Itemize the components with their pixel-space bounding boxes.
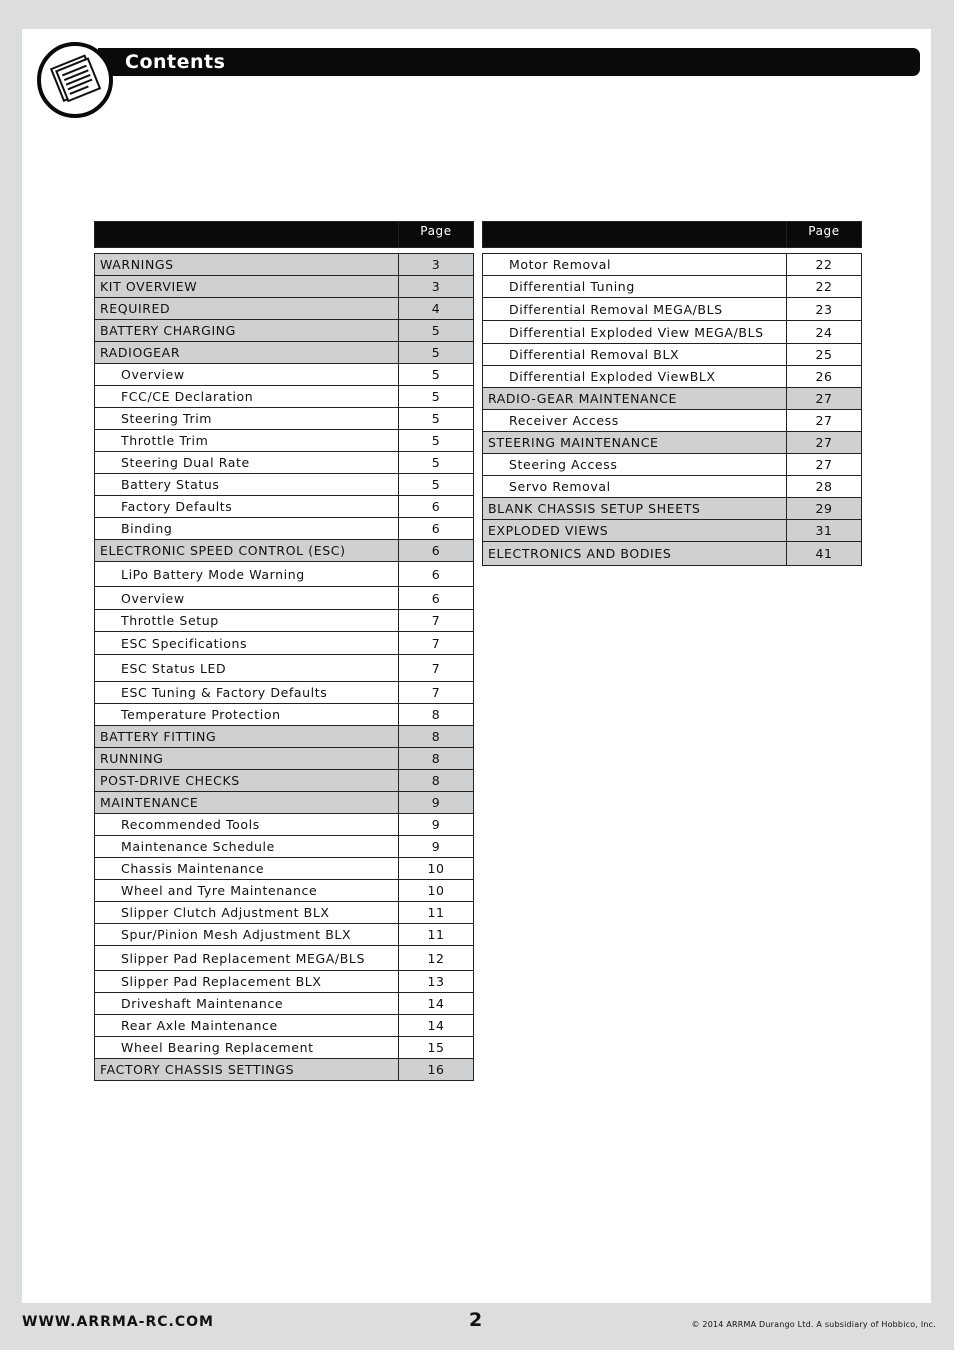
toc-entry-page: 26 <box>787 366 862 388</box>
toc-entry-page: 5 <box>399 320 474 342</box>
toc-entry-title: Overview <box>95 587 399 610</box>
toc-subsection-row[interactable] <box>95 704 474 726</box>
toc-entry-title: Spur/Pinion Mesh Adjustment BLX <box>95 924 399 946</box>
toc-entry-page: 6 <box>399 540 474 562</box>
toc-header-row <box>95 222 474 248</box>
toc-entry-page: 8 <box>399 726 474 748</box>
toc-section-row[interactable] <box>95 298 474 320</box>
toc-entry-title: Overview <box>95 364 399 386</box>
toc-subsection-row[interactable] <box>95 452 474 474</box>
toc-entry-title: ELECTRONIC SPEED CONTROL (ESC) <box>95 540 399 562</box>
toc-subsection-row[interactable] <box>95 971 474 993</box>
toc-entry-page: 29 <box>787 498 862 520</box>
toc-entry-page: 5 <box>399 342 474 364</box>
toc-entry-title: Servo Removal <box>483 476 787 498</box>
toc-subsection-row[interactable] <box>95 880 474 902</box>
toc-entry-page: 5 <box>399 364 474 386</box>
toc-entry-title: ELECTRONICS AND BODIES <box>483 542 787 566</box>
toc-entry-page: 23 <box>787 298 862 321</box>
toc-entry-title: Differential Exploded ViewBLX <box>483 366 787 388</box>
toc-subsection-row[interactable] <box>95 993 474 1015</box>
toc-entry-title: Factory Defaults <box>95 496 399 518</box>
toc-entry-page: 8 <box>399 748 474 770</box>
toc-entry-title: ESC Status LED <box>95 655 399 682</box>
toc-entry-page: 15 <box>399 1037 474 1059</box>
toc-subsection-row[interactable] <box>95 946 474 971</box>
toc-entry-page: 11 <box>399 902 474 924</box>
toc-subsection-row[interactable] <box>483 454 862 476</box>
toc-entry-page: 6 <box>399 562 474 587</box>
toc-section-row[interactable] <box>95 770 474 792</box>
footer-copyright: © 2014 ARRMA Durango Ltd. A subsidiary of Hobbico, Inc. <box>691 1320 936 1329</box>
toc-entry-title: Steering Access <box>483 454 787 476</box>
toc-entry-title: REQUIRED <box>95 298 399 320</box>
toc-entry-title: KIT OVERVIEW <box>95 276 399 298</box>
toc-table-left <box>94 221 474 1081</box>
toc-entry-title: Steering Dual Rate <box>95 452 399 474</box>
toc-section-row[interactable] <box>483 498 862 520</box>
toc-subsection-row[interactable] <box>95 632 474 655</box>
toc-entry-page: 27 <box>787 454 862 476</box>
toc-entry-title: MAINTENANCE <box>95 792 399 814</box>
toc-entry-title: ESC Tuning & Factory Defaults <box>95 682 399 704</box>
toc-entry-page: 5 <box>399 430 474 452</box>
toc-entry-title: Maintenance Schedule <box>95 836 399 858</box>
toc-entry-title: LiPo Battery Mode Warning <box>95 562 399 587</box>
toc-entry-title: Binding <box>95 518 399 540</box>
toc-subsection-row[interactable] <box>95 496 474 518</box>
toc-subsection-row[interactable] <box>483 298 862 321</box>
toc-subsection-row[interactable] <box>95 814 474 836</box>
toc-entry-page: 10 <box>399 880 474 902</box>
toc-section-row[interactable] <box>95 792 474 814</box>
toc-entry-title: Throttle Trim <box>95 430 399 452</box>
toc-entry-page: 22 <box>787 254 862 276</box>
toc-entry-page: 7 <box>399 682 474 704</box>
toc-header-title <box>95 222 399 248</box>
toc-entry-title: WARNINGS <box>95 254 399 276</box>
toc-entry-title: Differential Tuning <box>483 276 787 298</box>
toc-subsection-row[interactable] <box>95 408 474 430</box>
toc-subsection-row[interactable] <box>95 836 474 858</box>
toc-section-row[interactable] <box>95 276 474 298</box>
toc-subsection-row[interactable] <box>95 610 474 632</box>
page-title: Contents <box>125 51 226 73</box>
toc-entry-page: 27 <box>787 410 862 432</box>
toc-section-row[interactable] <box>95 320 474 342</box>
toc-entry-page: 5 <box>399 386 474 408</box>
toc-subsection-row[interactable] <box>483 321 862 344</box>
toc-entry-page: 14 <box>399 993 474 1015</box>
toc-header-page: Page <box>399 222 474 248</box>
toc-entry-title: EXPLODED VIEWS <box>483 520 787 542</box>
toc-entry-page: 14 <box>399 1015 474 1037</box>
toc-entry-title: Differential Removal BLX <box>483 344 787 366</box>
toc-entry-title: ESC Specifications <box>95 632 399 655</box>
toc-section-row[interactable] <box>95 254 474 276</box>
toc-entry-title: Driveshaft Maintenance <box>95 993 399 1015</box>
toc-section-row[interactable] <box>95 1059 474 1081</box>
toc-entry-page: 5 <box>399 452 474 474</box>
toc-entry-page: 16 <box>399 1059 474 1081</box>
toc-subsection-row[interactable] <box>483 476 862 498</box>
toc-subsection-row[interactable] <box>483 254 862 276</box>
toc-entry-page: 3 <box>399 254 474 276</box>
toc-entry-title: Slipper Pad Replacement BLX <box>95 971 399 993</box>
toc-entry-page: 24 <box>787 321 862 344</box>
toc-entry-title: RUNNING <box>95 748 399 770</box>
toc-section-row[interactable] <box>95 540 474 562</box>
toc-table-right <box>482 221 862 566</box>
toc-entry-page: 13 <box>399 971 474 993</box>
toc-entry-title: RADIOGEAR <box>95 342 399 364</box>
toc-entry-page: 5 <box>399 474 474 496</box>
toc-entry-page: 3 <box>399 276 474 298</box>
toc-entry-page: 10 <box>399 858 474 880</box>
toc-subsection-row[interactable] <box>95 364 474 386</box>
toc-entry-page: 9 <box>399 836 474 858</box>
toc-entry-page: 5 <box>399 408 474 430</box>
toc-entry-title: FCC/CE Declaration <box>95 386 399 408</box>
toc-entry-title: Temperature Protection <box>95 704 399 726</box>
toc-subsection-row[interactable] <box>95 858 474 880</box>
toc-entry-title: BATTERY CHARGING <box>95 320 399 342</box>
toc-subsection-row[interactable] <box>95 655 474 682</box>
toc-entry-page: 6 <box>399 518 474 540</box>
toc-subsection-row[interactable] <box>483 366 862 388</box>
toc-entry-page: 11 <box>399 924 474 946</box>
toc-entry-title: Slipper Clutch Adjustment BLX <box>95 902 399 924</box>
toc-subsection-row[interactable] <box>95 1037 474 1059</box>
toc-entry-page: 7 <box>399 655 474 682</box>
toc-entry-title: Wheel and Tyre Maintenance <box>95 880 399 902</box>
toc-header-row <box>483 222 862 248</box>
toc-section-row[interactable] <box>483 388 862 410</box>
toc-subsection-row[interactable] <box>95 386 474 408</box>
toc-subsection-row[interactable] <box>95 518 474 540</box>
footer-website[interactable]: WWW.ARRMA-RC.COM <box>22 1314 214 1330</box>
toc-entry-title: BLANK CHASSIS SETUP SHEETS <box>483 498 787 520</box>
toc-subsection-row[interactable] <box>483 276 862 298</box>
toc-entry-title: Differential Exploded View MEGA/BLS <box>483 321 787 344</box>
toc-entry-title: BATTERY FITTING <box>95 726 399 748</box>
toc-entry-page: 31 <box>787 520 862 542</box>
toc-entry-page: 12 <box>399 946 474 971</box>
toc-entry-page: 4 <box>399 298 474 320</box>
toc-entry-title: Throttle Setup <box>95 610 399 632</box>
toc-entry-page: 9 <box>399 814 474 836</box>
toc-entry-title: Motor Removal <box>483 254 787 276</box>
toc-entry-title: RADIO-GEAR MAINTENANCE <box>483 388 787 410</box>
toc-entry-page: 27 <box>787 432 862 454</box>
toc-entry-page: 6 <box>399 496 474 518</box>
toc-entry-title: Chassis Maintenance <box>95 858 399 880</box>
toc-entry-page: 22 <box>787 276 862 298</box>
toc-entry-page: 7 <box>399 632 474 655</box>
toc-entry-title: Wheel Bearing Replacement <box>95 1037 399 1059</box>
toc-entry-title: FACTORY CHASSIS SETTINGS <box>95 1059 399 1081</box>
toc-entry-title: Receiver Access <box>483 410 787 432</box>
toc-subsection-row[interactable] <box>483 344 862 366</box>
toc-entry-page: 27 <box>787 388 862 410</box>
toc-entry-page: 28 <box>787 476 862 498</box>
toc-section-row[interactable] <box>483 520 862 542</box>
toc-section-row[interactable] <box>483 432 862 454</box>
toc-entry-title: POST-DRIVE CHECKS <box>95 770 399 792</box>
toc-entry-title: Recommended Tools <box>95 814 399 836</box>
toc-section-row[interactable] <box>95 748 474 770</box>
toc-entry-page: 6 <box>399 587 474 610</box>
toc-subsection-row[interactable] <box>95 924 474 946</box>
toc-entry-title: Battery Status <box>95 474 399 496</box>
toc-entry-page: 8 <box>399 770 474 792</box>
toc-entry-title: Slipper Pad Replacement MEGA/BLS <box>95 946 399 971</box>
toc-subsection-row[interactable] <box>483 410 862 432</box>
toc-subsection-row[interactable] <box>95 682 474 704</box>
toc-section-row[interactable] <box>95 342 474 364</box>
toc-entry-title: Rear Axle Maintenance <box>95 1015 399 1037</box>
toc-section-row[interactable] <box>483 542 862 566</box>
toc-subsection-row[interactable] <box>95 430 474 452</box>
toc-entry-title: Steering Trim <box>95 408 399 430</box>
toc-entry-page: 7 <box>399 610 474 632</box>
toc-header-title <box>483 222 787 248</box>
page-number: 2 <box>469 1309 483 1331</box>
toc-subsection-row[interactable] <box>95 562 474 587</box>
toc-entry-title: Differential Removal MEGA/BLS <box>483 298 787 321</box>
toc-section-row[interactable] <box>95 726 474 748</box>
toc-header-page: Page <box>787 222 862 248</box>
toc-entry-title: STEERING MAINTENANCE <box>483 432 787 454</box>
toc-subsection-row[interactable] <box>95 902 474 924</box>
toc-subsection-row[interactable] <box>95 474 474 496</box>
toc-entry-page: 9 <box>399 792 474 814</box>
toc-subsection-row[interactable] <box>95 1015 474 1037</box>
toc-entry-page: 41 <box>787 542 862 566</box>
document-pages-icon <box>37 42 113 118</box>
toc-subsection-row[interactable] <box>95 587 474 610</box>
toc-entry-page: 25 <box>787 344 862 366</box>
toc-entry-page: 8 <box>399 704 474 726</box>
